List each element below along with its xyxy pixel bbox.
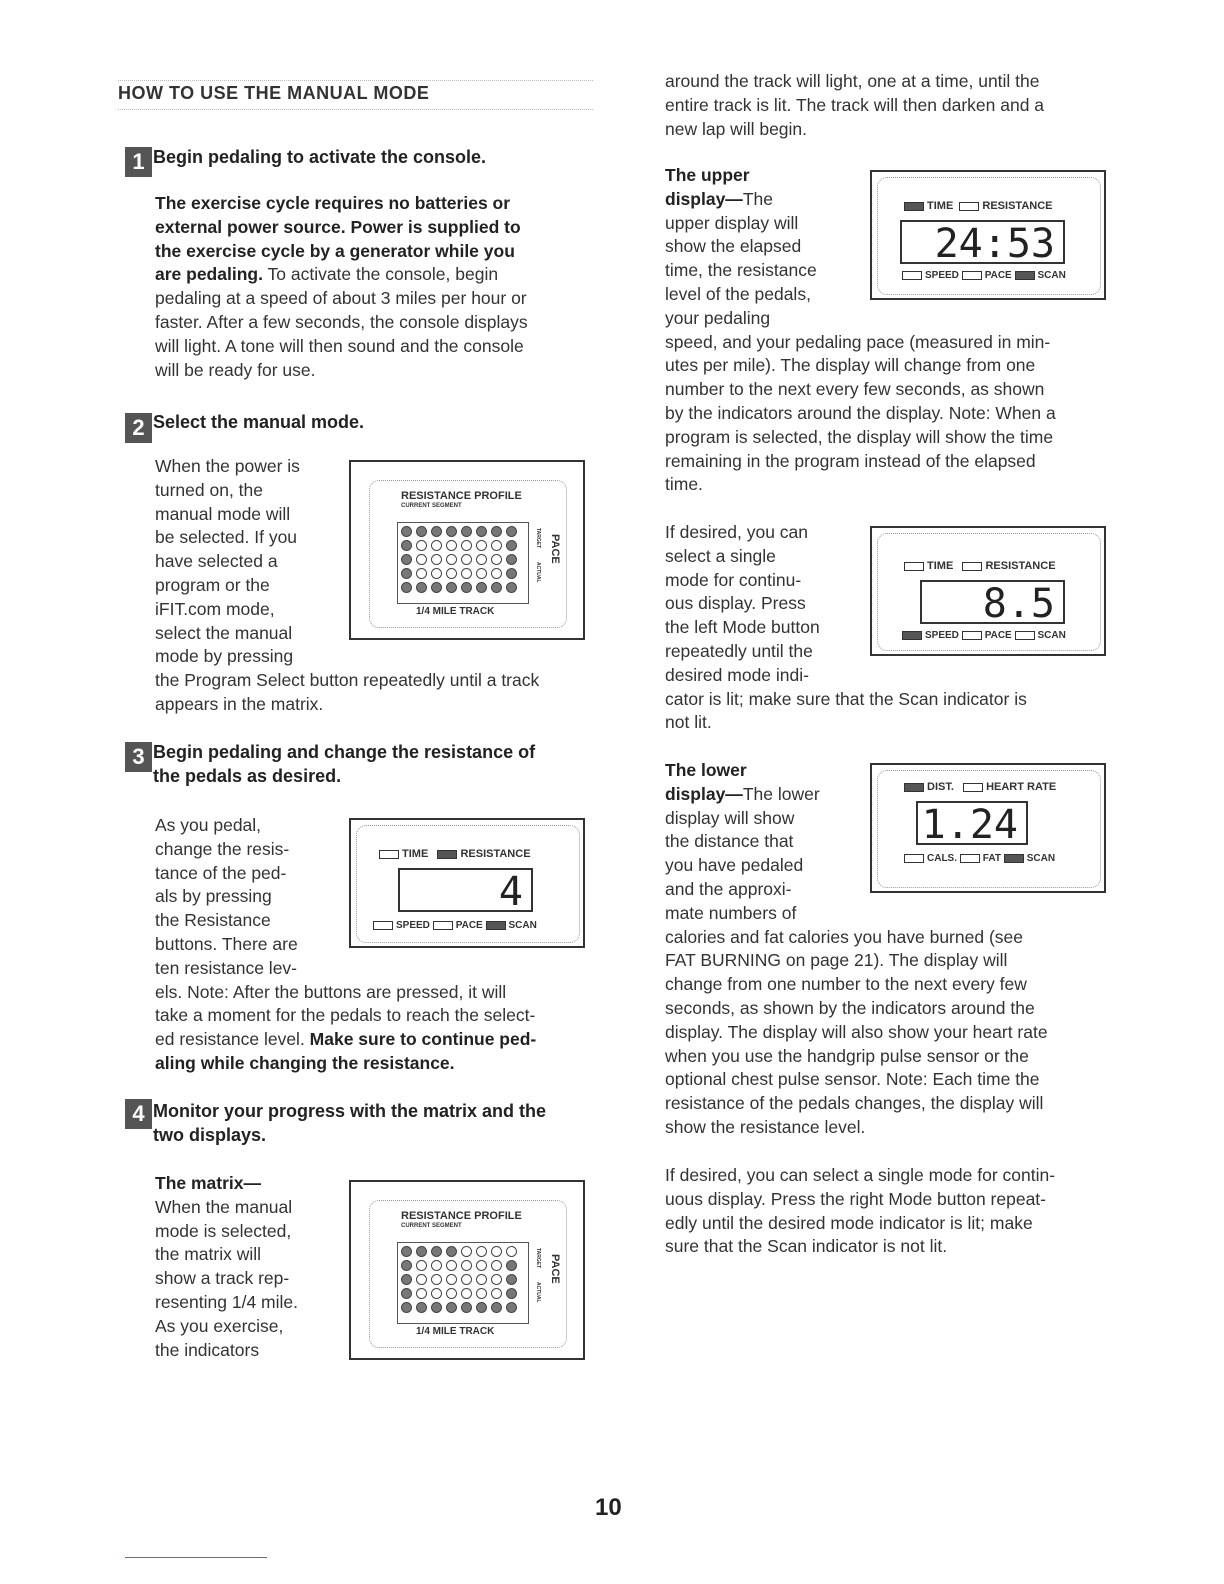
col2-intro (665, 70, 1115, 141)
matrix-dot (416, 554, 427, 565)
text-line: time, the resistance (665, 260, 817, 281)
text-line: change from one number to the next every few (665, 974, 1027, 995)
matrix-dot (491, 1260, 502, 1271)
text-line: display will show (665, 807, 795, 828)
text-span: The (742, 188, 773, 209)
text-line: mate numbers of (665, 902, 797, 923)
text-line: the Program Select button repeatedly until a track (155, 670, 540, 691)
time-indicator (904, 562, 924, 571)
matrix-dot (416, 582, 427, 593)
text-line: select a single (665, 545, 776, 566)
matrix-dot (416, 568, 427, 579)
text-line: iFIT.com mode, (155, 598, 275, 619)
matrix-dot (461, 1302, 472, 1313)
matrix-subtitle: CURRENT SEGMENT (401, 1223, 462, 1229)
matrix-dot (416, 1260, 427, 1271)
section-title: HOW TO USE THE MANUAL MODE (118, 80, 593, 110)
speed-label: SPEED (925, 270, 959, 281)
matrix-dot (461, 526, 472, 537)
step-number-1: 1 (125, 147, 152, 177)
resistance-display-panel (349, 818, 585, 948)
text-line: als by pressing (155, 886, 272, 907)
lcd-readout: 8.5 (920, 580, 1065, 624)
text-line: FAT BURNING on page 21). The display will (665, 950, 1008, 971)
text-line: ous display. Press (665, 593, 806, 614)
matrix-dot (416, 1274, 427, 1285)
matrix-dot (401, 526, 412, 537)
text-line: will be ready for use. (155, 359, 316, 380)
heart-rate-indicator (963, 783, 983, 792)
matrix-dot (446, 1274, 457, 1285)
text-line: buttons. There are (155, 933, 298, 954)
calories-label: CALS. (927, 853, 957, 864)
scan-indicator (1015, 631, 1035, 640)
scan-indicator (1015, 271, 1035, 280)
text-span: The lower (742, 783, 820, 804)
text-line: the distance that (665, 831, 794, 852)
text-line: turned on, the (155, 479, 263, 500)
text-line: mode for continu- (665, 569, 802, 590)
time-label: TIME (927, 200, 954, 212)
text-line: not lit. (665, 712, 712, 733)
matrix-dot (506, 1246, 517, 1257)
step-number-2: 2 (125, 413, 152, 443)
matrix-dot-grid (401, 1246, 521, 1313)
matrix-title: RESISTANCE PROFILE (401, 1210, 522, 1222)
pace-label: PACE (549, 534, 561, 564)
text-line: by the indicators around the display. Note: When a (665, 402, 1056, 423)
matrix-dot (431, 582, 442, 593)
scan-label: SCAN (1037, 630, 1066, 641)
fat-label: FAT (982, 853, 1001, 864)
time-label: TIME (402, 848, 429, 860)
text-line: When the manual (155, 1196, 293, 1217)
text-line: level of the pedals, (665, 283, 811, 304)
text-line: show a track rep- (155, 1268, 290, 1289)
text-line: cator is lit; make sure that the Scan indicator is (665, 688, 1027, 709)
actual-label: ACTUAL (535, 1282, 541, 1303)
text-line: the matrix will (155, 1244, 261, 1265)
matrix-dot (446, 1246, 457, 1257)
resistance-label: RESISTANCE (982, 200, 1053, 212)
resistance-label: RESISTANCE (985, 560, 1056, 572)
matrix-dot (476, 1260, 487, 1271)
text-line: mode by pressing (155, 646, 294, 667)
text-line: show the resistance level. (665, 1116, 866, 1137)
matrix-dot (476, 540, 487, 551)
matrix-dot (431, 540, 442, 551)
resistance-indicator (962, 562, 982, 571)
matrix-dot (446, 1260, 457, 1271)
actual-label: ACTUAL (535, 562, 541, 583)
text-line: As you pedal, (155, 815, 262, 835)
matrix-dot (461, 568, 472, 579)
step-4-title (153, 1099, 603, 1147)
speed-label: SPEED (396, 920, 430, 931)
pace-indicator (433, 921, 453, 930)
text-line: change the resis- (155, 838, 290, 859)
matrix-dot (506, 554, 517, 565)
text-line: entire track is lit. The track will then darken and a (665, 94, 1045, 115)
matrix-dot (461, 554, 472, 565)
matrix-dot (491, 1302, 502, 1313)
time-indicator (904, 202, 924, 211)
text-line: select the manual (155, 622, 293, 643)
matrix-dot (431, 1260, 442, 1271)
resistance-indicator (959, 202, 979, 211)
speed-indicator (902, 271, 922, 280)
step-4-text (155, 1172, 355, 1362)
matrix-panel (349, 460, 585, 640)
matrix-dot (431, 554, 442, 565)
matrix-dot (506, 1260, 517, 1271)
step-1-title: Begin pedaling to activate the console. (153, 147, 487, 167)
step-3-title (153, 740, 603, 788)
text-line: manual mode will (155, 503, 291, 524)
text-line: the Resistance (155, 910, 271, 931)
target-label: TARGET (535, 1248, 541, 1269)
text-line: and the approxi- (665, 878, 792, 899)
step-number-4: 4 (125, 1099, 152, 1129)
matrix-dot (476, 568, 487, 579)
title-line: Begin pedaling and change the resistance of (153, 742, 536, 762)
text-line: the exercise cycle by a generator while you (155, 240, 515, 261)
text-line: optional chest pulse sensor. Note: Each time the (665, 1069, 1040, 1090)
matrix-dot-grid (401, 526, 521, 593)
text-line: If desired, you can (665, 522, 808, 542)
matrix-dot (461, 540, 472, 551)
bold-span: display— (665, 188, 743, 209)
text-line: new lap will begin. (665, 118, 808, 139)
matrix-dot (446, 526, 457, 537)
resistance-label: RESISTANCE (460, 848, 531, 860)
matrix-dot (476, 1246, 487, 1257)
matrix-dot (431, 526, 442, 537)
final-text (665, 1164, 1115, 1259)
upper-display-panel (870, 170, 1106, 300)
matrix-dot (416, 1302, 427, 1313)
title-line: Monitor your progress with the matrix and the (153, 1101, 547, 1121)
text-line: your pedaling (665, 307, 771, 328)
text-line: The exercise cycle requires no batteries or (155, 193, 511, 213)
text-line: show the elapsed (665, 236, 802, 257)
text-line: edly until the desired mode indicator is lit; make (665, 1212, 1033, 1233)
text-line: desired mode indi- (665, 664, 809, 685)
matrix-dot (416, 540, 427, 551)
text-line: When the power is (155, 456, 300, 476)
text-span: To activate the console, begin (262, 264, 499, 285)
text-line: faster. After a few seconds, the console displays (155, 311, 528, 332)
text-line: sure that the Scan indicator is not lit. (665, 1236, 948, 1257)
text-line: appears in the matrix. (155, 693, 324, 714)
matrix-dot (506, 582, 517, 593)
matrix-subtitle: CURRENT SEGMENT (401, 503, 462, 509)
text-line: around the track will light, one at a time, until the (665, 71, 1040, 91)
distance-label: DIST. (927, 781, 954, 793)
text-line: you have pedaled (665, 855, 804, 876)
matrix-panel-2 (349, 1180, 585, 1360)
text-line: ten resistance lev- (155, 957, 298, 978)
matrix-footer: 1/4 MILE TRACK (416, 1326, 495, 1337)
scan-indicator (486, 921, 506, 930)
text-line: calories and fat calories you have burned (see (665, 926, 1023, 947)
matrix-dot (431, 568, 442, 579)
text-line: speed, and your pedaling pace (measured in min- (665, 331, 1051, 352)
matrix-dot (446, 540, 457, 551)
text-line: uous display. Press the right Mode button repeat- (665, 1188, 1047, 1209)
text-line: take a moment for the pedals to reach the select- (155, 1005, 536, 1026)
matrix-dot (401, 540, 412, 551)
text-line: pedaling at a speed of about 3 miles per hour or (155, 288, 527, 309)
bold-span: are pedaling. (155, 264, 263, 285)
text-line: If desired, you can select a single mode for contin- (665, 1165, 1056, 1185)
matrix-dot (431, 1302, 442, 1313)
time-indicator (379, 850, 399, 859)
speed-indicator (373, 921, 393, 930)
matrix-dot (476, 582, 487, 593)
step-1-text (155, 192, 595, 382)
matrix-dot (401, 1302, 412, 1313)
text-line: time. (665, 474, 703, 495)
text-line: program or the (155, 574, 270, 595)
matrix-dot (401, 554, 412, 565)
matrix-heading: The matrix— (155, 1173, 261, 1193)
matrix-dot (431, 1288, 442, 1299)
matrix-title: RESISTANCE PROFILE (401, 490, 522, 502)
page-number: 10 (595, 1494, 622, 1521)
matrix-dot (431, 1274, 442, 1285)
text-line: mode is selected, (155, 1220, 292, 1241)
fat-indicator (960, 854, 980, 863)
calories-indicator (904, 854, 924, 863)
text-line (155, 263, 595, 287)
matrix-dot (476, 1274, 487, 1285)
upper-heading: The upper (665, 165, 750, 185)
matrix-dot (506, 1274, 517, 1285)
matrix-dot (401, 582, 412, 593)
lower-display-panel (870, 763, 1106, 893)
matrix-dot (491, 540, 502, 551)
text-line: remaining in the program instead of the elapsed (665, 450, 1036, 471)
lcd-readout: 1.24 (916, 801, 1028, 845)
target-label: TARGET (535, 528, 541, 549)
matrix-dot (446, 554, 457, 565)
matrix-dot (476, 1288, 487, 1299)
matrix-dot (431, 1246, 442, 1257)
text-line: will light. A tone will then sound and the console (155, 335, 524, 356)
distance-indicator (904, 783, 924, 792)
matrix-dot (491, 1246, 502, 1257)
matrix-dot (401, 1246, 412, 1257)
scan-indicator (1004, 854, 1024, 863)
matrix-dot (506, 1302, 517, 1313)
pace-indicator (962, 631, 982, 640)
text-line: aling while changing the resistance. (155, 1052, 455, 1073)
pace-label: PACE (984, 630, 1012, 641)
text-line: As you exercise, (155, 1315, 284, 1336)
matrix-dot (506, 526, 517, 537)
matrix-dot (401, 1288, 412, 1299)
matrix-footer: 1/4 MILE TRACK (416, 606, 495, 617)
matrix-dot (506, 1288, 517, 1299)
text-line: resenting 1/4 mile. (155, 1291, 298, 1312)
speed-indicator (902, 631, 922, 640)
matrix-dot (416, 1288, 427, 1299)
text-line: the indicators (155, 1339, 260, 1360)
scan-label: SCAN (1026, 853, 1056, 864)
heart-rate-label: HEART RATE (986, 781, 1057, 793)
matrix-dot (401, 568, 412, 579)
speed-label: SPEED (925, 630, 959, 641)
text-line: program is selected, the display will show the time (665, 426, 1054, 447)
text-line: external power source. Power is supplied to (155, 216, 521, 237)
text-line: resistance of the pedals changes, the display will (665, 1093, 1044, 1114)
step-number-3: 3 (125, 742, 152, 772)
matrix-dot (506, 540, 517, 551)
lower-heading: The lower (665, 760, 747, 780)
lcd-readout: 4 (398, 868, 533, 912)
matrix-dot (401, 1274, 412, 1285)
lcd-readout: 24:53 (900, 220, 1065, 264)
matrix-dot (491, 554, 502, 565)
matrix-dot (401, 1260, 412, 1271)
matrix-dot (476, 526, 487, 537)
pace-label: PACE (984, 270, 1012, 281)
matrix-dot (461, 1274, 472, 1285)
text-line (155, 1028, 600, 1052)
matrix-dot (446, 582, 457, 593)
matrix-dot (491, 526, 502, 537)
matrix-dot (461, 1246, 472, 1257)
title-line: two displays. (153, 1125, 267, 1145)
matrix-dot (476, 554, 487, 565)
time-label: TIME (927, 560, 954, 572)
matrix-dot (491, 582, 502, 593)
matrix-dot (461, 582, 472, 593)
text-line: display. The display will also show your heart rate (665, 1021, 1048, 1042)
text-line: repeatedly until the (665, 640, 813, 661)
text-line: number to the next every few seconds, as shown (665, 379, 1045, 400)
matrix-dot (416, 526, 427, 537)
matrix-dot (416, 1246, 427, 1257)
pace-label: PACE (455, 920, 483, 931)
text-line: when you use the handgrip pulse sensor or the (665, 1045, 1029, 1066)
text-line: seconds, as shown by the indicators around the (665, 997, 1035, 1018)
step-2-title: Select the manual mode. (153, 412, 365, 432)
matrix-dot (446, 1288, 457, 1299)
title-line: the pedals as desired. (153, 766, 342, 786)
matrix-dot (506, 568, 517, 579)
resistance-indicator (437, 850, 457, 859)
text-line: the left Mode button (665, 617, 820, 638)
single-mode-display-panel (870, 526, 1106, 656)
text-line: have selected a (155, 551, 278, 572)
matrix-dot (491, 568, 502, 579)
scan-label: SCAN (508, 920, 537, 931)
scan-label: SCAN (1037, 270, 1066, 281)
pace-label: PACE (549, 1254, 561, 1284)
matrix-dot (491, 1288, 502, 1299)
matrix-dot (491, 1274, 502, 1285)
bold-span: display— (665, 783, 743, 804)
pace-indicator (962, 271, 982, 280)
text-line: upper display will (665, 212, 799, 233)
matrix-dot (446, 568, 457, 579)
matrix-dot (446, 1302, 457, 1313)
text-line: els. Note: After the buttons are pressed, it will (155, 981, 507, 1002)
matrix-dot (461, 1288, 472, 1299)
text-line: tance of the ped- (155, 862, 287, 883)
text-span: ed resistance level. (155, 1029, 310, 1050)
text-line: utes per mile). The display will change from one (665, 355, 1036, 376)
matrix-dot (476, 1302, 487, 1313)
matrix-dot (461, 1260, 472, 1271)
footer-rule (125, 1557, 267, 1558)
bold-span: Make sure to continue ped- (309, 1029, 537, 1050)
text-line: be selected. If you (155, 527, 298, 548)
